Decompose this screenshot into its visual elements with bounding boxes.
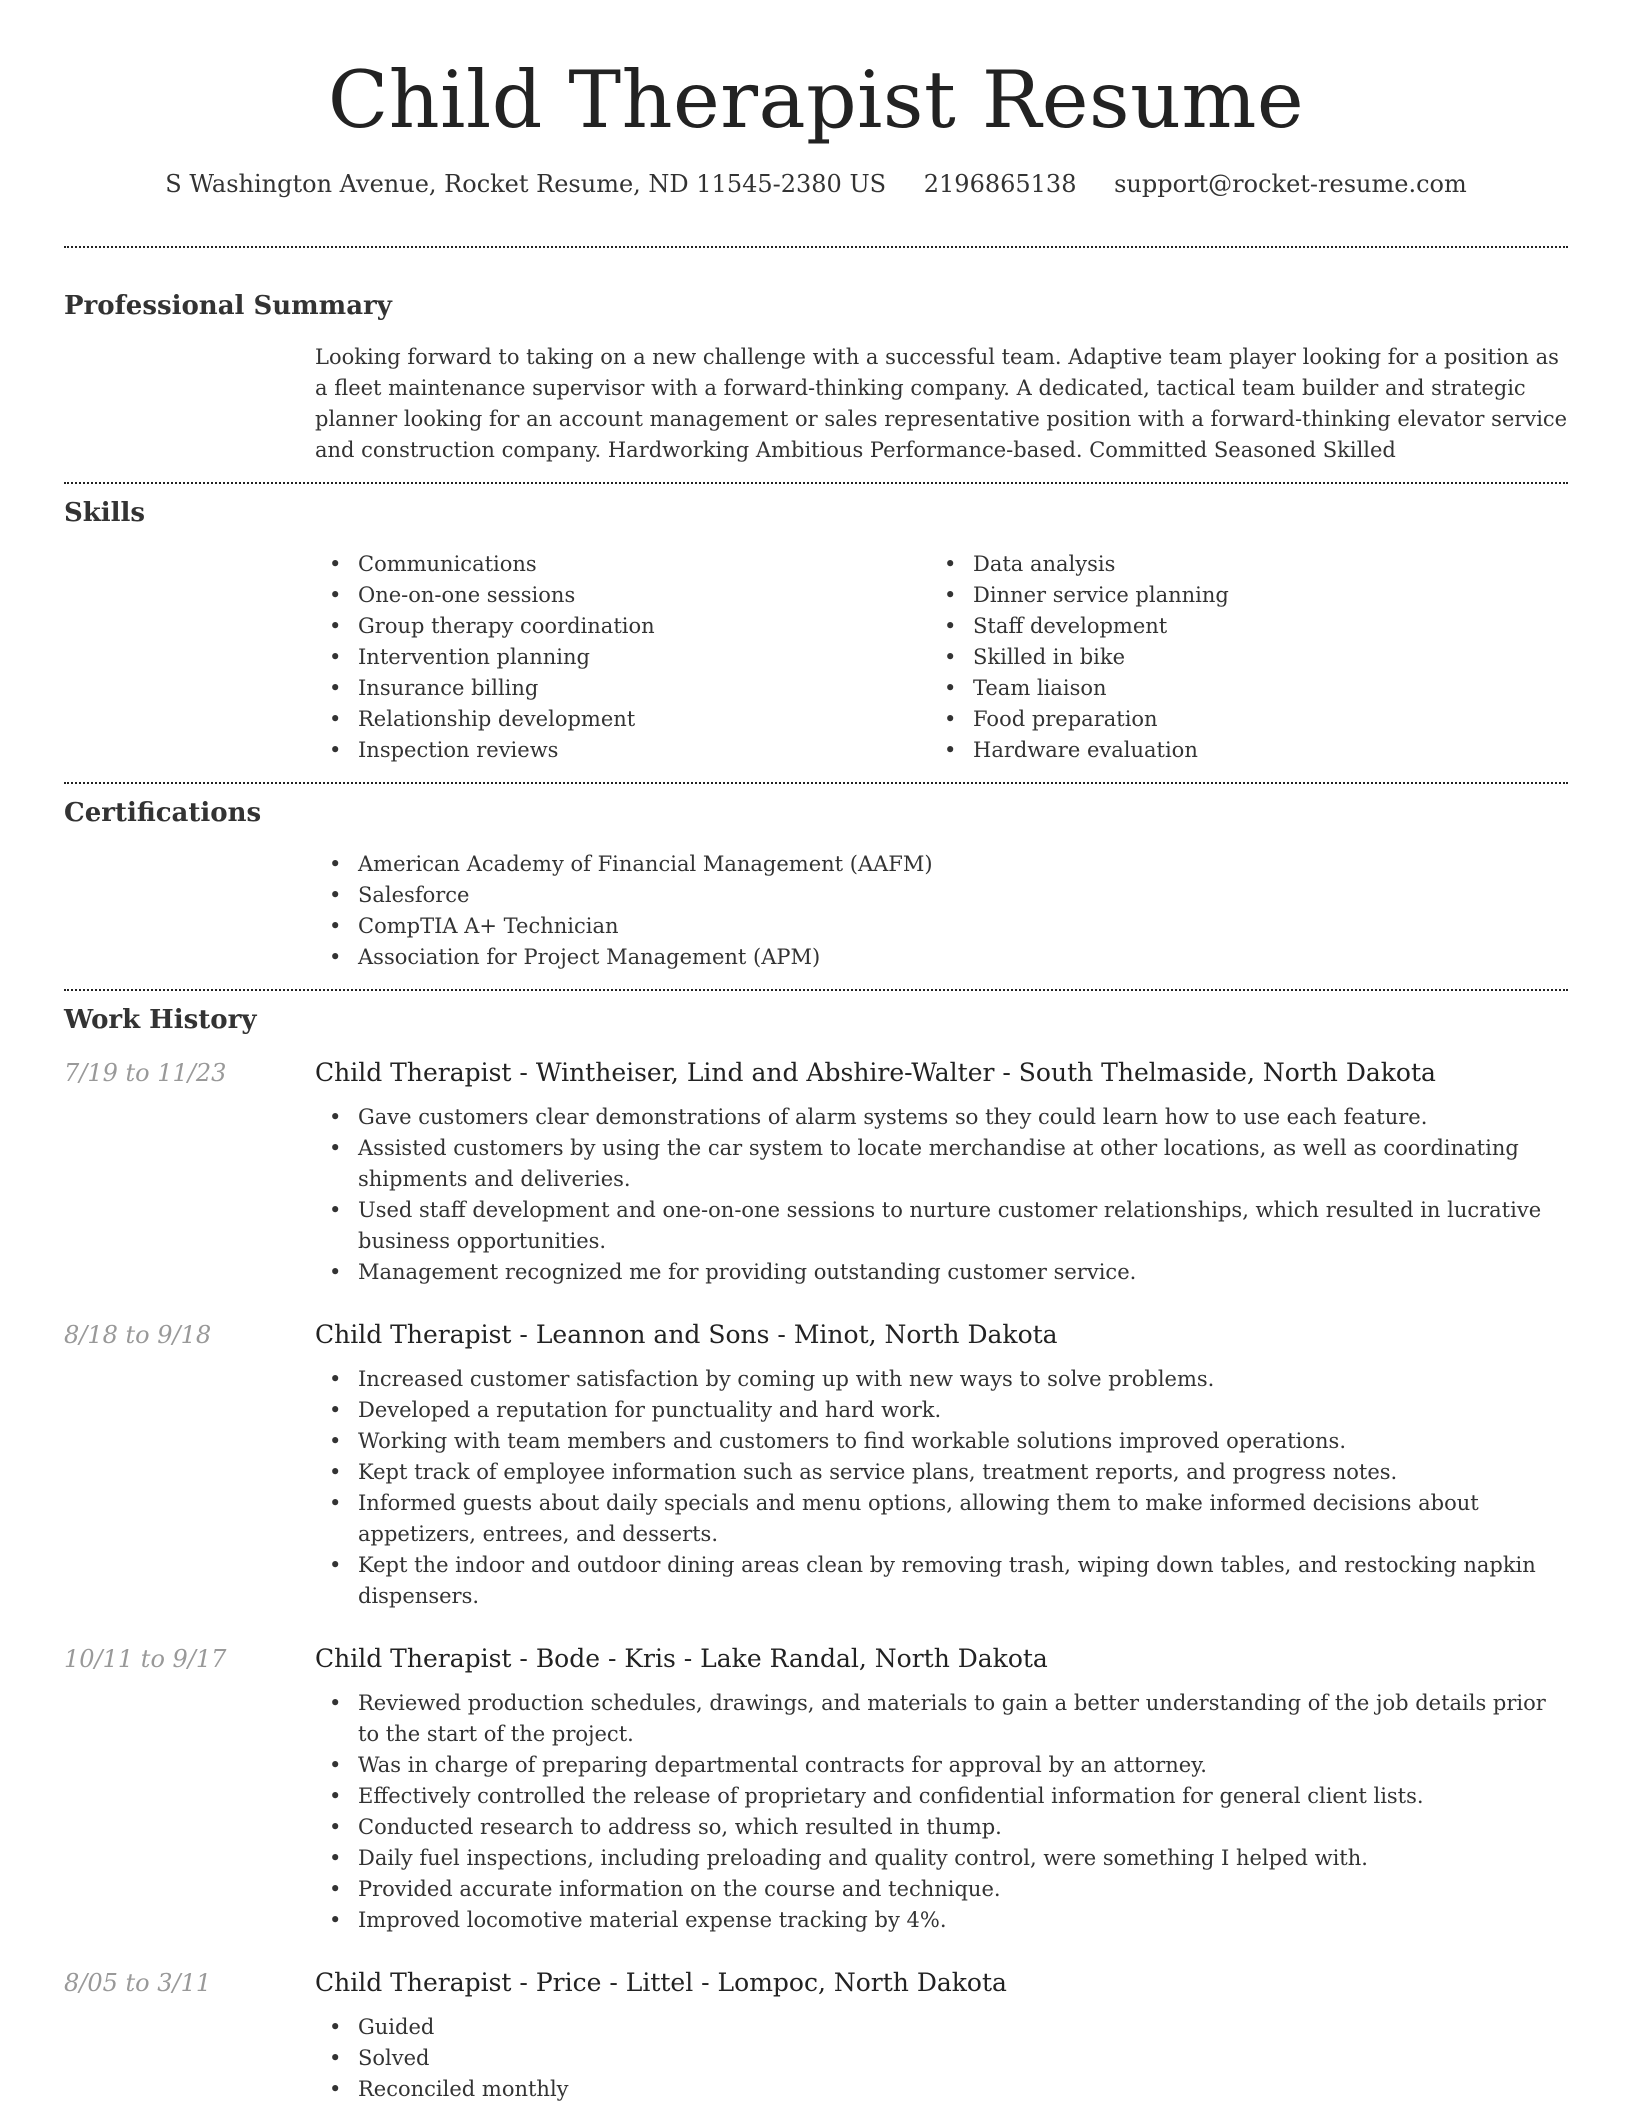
job-dates: 8/05 to 3/11 [64, 1969, 212, 1997]
job-bullet: • Used staff development and one-on-one sessions to nurture customer relationships, which resulted in lucrative business opportunities. [315, 1195, 1568, 1257]
job-bullet: • Was in charge of preparing departmental contracts for approval by an attorney. [315, 1750, 1568, 1781]
certification-item: • Salesforce [315, 880, 1568, 911]
skill-item: • One-on-one sessions [315, 580, 930, 611]
job-bullet: • Working with team members and customers to find workable solutions improved operations. [315, 1426, 1568, 1457]
skills-grid [315, 549, 1568, 782]
job-bullet: • Increased customer satisfaction by coming up with new ways to solve problems. [315, 1364, 1568, 1395]
job-dates: 10/11 to 9/17 [64, 1645, 227, 1673]
skills-section [64, 484, 1568, 782]
job-bullet: • Effectively controlled the release of proprietary and confidential information for general client lists. [315, 1781, 1568, 1812]
job-bullets [315, 1688, 1568, 1936]
job-bullet: • Informed guests about daily specials and menu options, allowing them to make informed decisions about appetizers, entrees, and desserts. [315, 1488, 1568, 1550]
skill-item: • Hardware evaluation [930, 735, 1545, 766]
job-bullet: • Conducted research to address so, which resulted in thump. [315, 1812, 1568, 1843]
job-bullet: • Management recognized me for providing outstanding customer service. [315, 1257, 1568, 1288]
section-title-work-history: Work History [64, 1005, 257, 1035]
job-entry [64, 1318, 1568, 1612]
skill-item: • Group therapy coordination [315, 611, 930, 642]
contact-line [64, 170, 1568, 214]
job-body [315, 1318, 1568, 1612]
job-bullet: • Improved locomotive material expense tracking by 4%. [315, 1905, 1568, 1936]
job-bullet: • Kept the indoor and outdoor dining areas clean by removing trash, wiping down tables, and restocking napkin dispensers. [315, 1550, 1568, 1612]
skills-list-right [930, 549, 1545, 766]
job-dates: 8/18 to 9/18 [64, 1321, 212, 1349]
skill-item: • Skilled in bike [930, 642, 1545, 673]
job-body [315, 1642, 1568, 1936]
summary-text: Looking forward to taking on a new challenge with a successful team. Adaptive team player looking for a position as a fleet maintenance supervisor with a forward-thinking company. A dedicated, tactical team builder and strategic planner looking for an account management or sales representative position with a forward-thinking elevator service and construction company. Hardworking Ambitious Performance-based. Committed Seasoned Skilled [315, 345, 1568, 462]
job-bullet: • Developed a reputation for punctuality and hard work. [315, 1395, 1568, 1426]
job-bullet: • Kept track of employee information such as service plans, treatment reports, and progress notes. [315, 1457, 1568, 1488]
certification-item: • Association for Project Management (APM) [315, 942, 1568, 973]
skill-item: • Dinner service planning [930, 580, 1545, 611]
professional-summary-section [64, 248, 1568, 482]
certifications-section [64, 784, 1568, 989]
job-bullet: • Daily fuel inspections, including preloading and quality control, were something I helped with. [315, 1843, 1568, 1874]
job-bullet: • Reviewed production schedules, drawings, and materials to gain a better understanding of the job details prior to the start of the project. [315, 1688, 1568, 1750]
job-bullets [315, 2012, 1568, 2105]
job-dates: 7/19 to 11/23 [64, 1059, 227, 1087]
resume-title: Child Therapist Resume [327, 54, 1305, 146]
job-entry [64, 1056, 1568, 1288]
contact-email: support@rocket-resume.com [1114, 170, 1467, 198]
job-bullet: • Assisted customers by using the car system to locate merchandise at other locations, as well as coordinating shipments and deliveries. [315, 1133, 1568, 1195]
section-title-skills: Skills [64, 498, 146, 528]
skill-item: • Communications [315, 549, 930, 580]
contact-address: S Washington Avenue, Rocket Resume, ND 11545-2380 US [165, 170, 887, 198]
skill-item: • Team liaison [930, 673, 1545, 704]
job-entry [64, 1966, 1568, 2105]
skill-item: • Food preparation [930, 704, 1545, 735]
job-bullets [315, 1364, 1568, 1612]
job-title: Child Therapist - Wintheiser, Lind and Abshire-Walter - South Thelmaside, North Dakota [315, 1058, 1436, 1087]
job-title: Child Therapist - Price - Littel - Lompoc, North Dakota [315, 1968, 1007, 1997]
job-bullet: • Gave customers clear demonstrations of alarm systems so they could learn how to use each feature. [315, 1102, 1568, 1133]
job-bullet: • Provided accurate information on the course and technique. [315, 1874, 1568, 1905]
work-history-section [64, 991, 1568, 2105]
skill-item: • Data analysis [930, 549, 1545, 580]
certifications-list [315, 849, 1568, 989]
job-title: Child Therapist - Bode - Kris - Lake Randal, North Dakota [315, 1644, 1048, 1673]
job-bullets [315, 1102, 1568, 1288]
contact-phone: 2196865138 [923, 170, 1077, 198]
job-bullet: • Reconciled monthly [315, 2074, 1568, 2105]
skill-item: • Relationship development [315, 704, 930, 735]
job-title: Child Therapist - Leannon and Sons - Minot, North Dakota [315, 1320, 1058, 1349]
job-body [315, 1966, 1568, 2105]
certification-item: • American Academy of Financial Management (AAFM) [315, 849, 1568, 880]
skill-item: • Staff development [930, 611, 1545, 642]
job-bullet: • Guided [315, 2012, 1568, 2043]
skill-item: • Intervention planning [315, 642, 930, 673]
skill-item: • Inspection reviews [315, 735, 930, 766]
job-entry [64, 1642, 1568, 1936]
skill-item: • Insurance billing [315, 673, 930, 704]
job-bullet: • Solved [315, 2043, 1568, 2074]
certification-item: • CompTIA A+ Technician [315, 911, 1568, 942]
section-title-summary: Professional Summary [64, 291, 392, 321]
section-title-certifications: Certifications [64, 798, 262, 828]
skills-list-left [315, 549, 930, 766]
job-body [315, 1056, 1568, 1288]
